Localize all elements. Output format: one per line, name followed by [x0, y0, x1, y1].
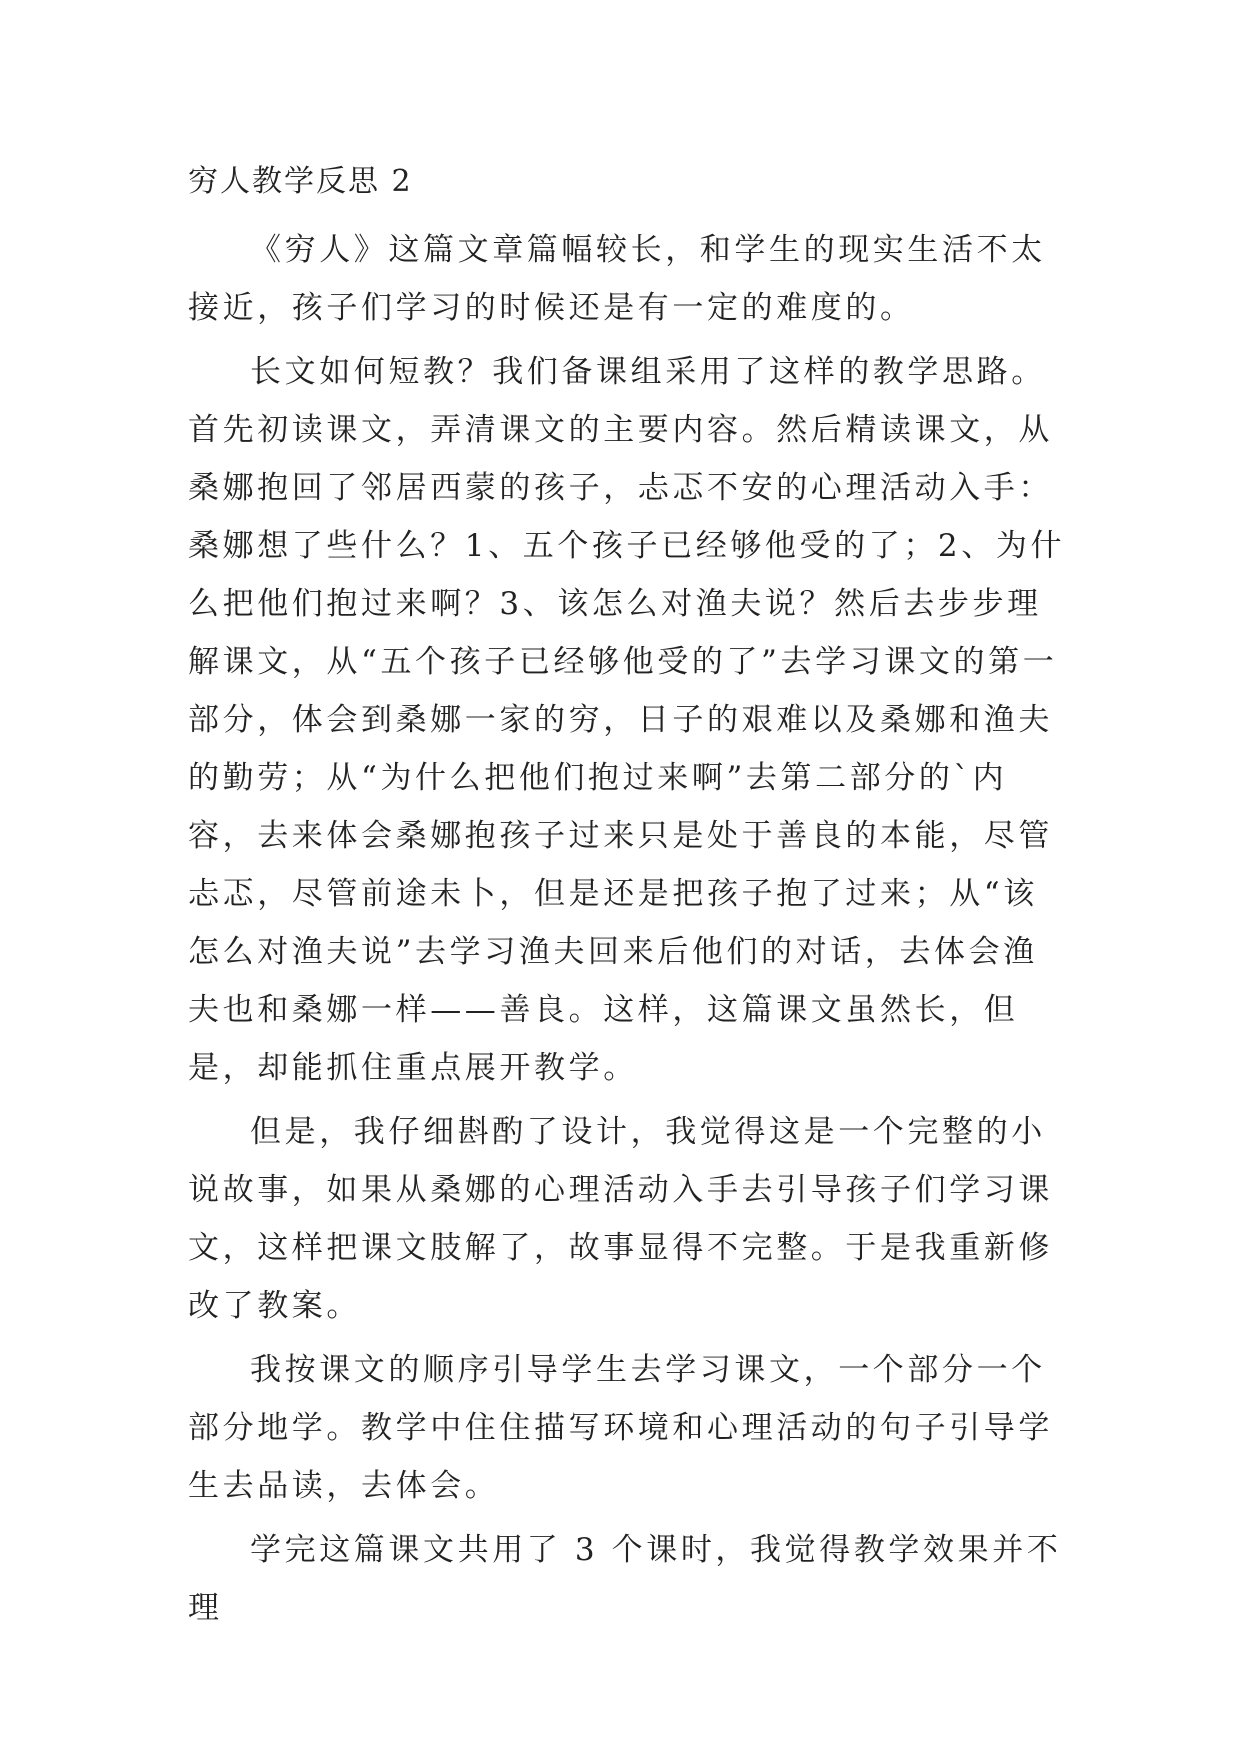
- paragraph-1: 《穷人》这篇文章篇幅较长，和学生的现实生活不太接近，孩子们学习的时候还是有一定的难度的。: [188, 232, 1046, 326]
- paragraph-4: 我按课文的顺序引导学生去学习课文，一个部分一个部分地学。教学中住住描写环境和心理活动的句子引导学生去品读，去体会。: [188, 1352, 1053, 1504]
- paragraph-5: 学完这篇课文共用了 3 个课时，我觉得教学效果并不理: [188, 1532, 1062, 1626]
- document-body: [188, 153, 1068, 1643]
- document-title: 穷人教学反思 2: [188, 164, 413, 199]
- paragraph-3: 但是，我仔细斟酌了设计，我觉得这是一个完整的小说故事，如果从桑娜的心理活动入手去引导孩子们学习课文，这样把课文肢解了，故事显得不完整。于是我重新修改了教案。: [188, 1114, 1053, 1324]
- paragraph-2: 长文如何短教？我们备课组采用了这样的教学思路。首先初读课文，弄清课文的主要内容。然后精读课文，从桑娜抱回了邻居西蒙的孩子，忐忑不安的心理活动入手：桑娜想了些什么？1、五个孩子已经够他受的了；2、为什么把他们抱过来啊？3、该怎么对渔夫说？然后去步步理解课文，从“五个孩子已经够他受的了”去学习课文的第一部分，体会到桑娜一家的穷，日子的艰难以及桑娜和渔夫的勤劳；从“为什么把他们抱过来啊”去第二部分的`内容，去来体会桑娜抱孩子过来只是处于善良的本能，尽管忐忑，尽管前途未卜，但是还是把孩子抱了过来；从“该怎么对渔夫说”去学习渔夫回来后他们的对话，去体会渔夫也和桑娜一样——善良。这样，这篇课文虽然长，但是，却能抓住重点展开教学。: [188, 354, 1066, 1086]
